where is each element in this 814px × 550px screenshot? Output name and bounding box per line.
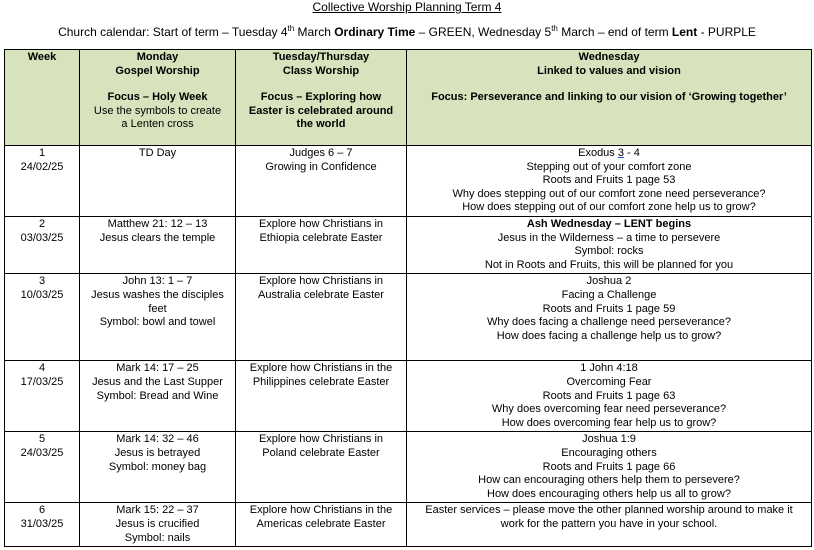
- wednesday-line: Roots and Fruits 1 page 53: [542, 174, 676, 187]
- week-cell: [5, 432, 80, 503]
- monday-cell: [80, 503, 236, 547]
- week-number: 4: [38, 362, 46, 375]
- table-row: [5, 146, 812, 217]
- wednesday-line: Jesus in the Wilderness – a time to persevere: [497, 231, 721, 244]
- wednesday-line: Stepping out of your comfort zone: [526, 160, 692, 173]
- table-row: [5, 361, 812, 432]
- wednesday-line: Why does facing a challenge need perseverance?: [487, 316, 731, 329]
- wednesday-cell: [407, 274, 812, 361]
- monday-line: Mark 14: 17 – 25: [116, 362, 199, 375]
- header-tue-gap: [239, 78, 403, 91]
- monday-line: Mark 14: 32 – 46: [116, 433, 199, 446]
- wednesday-line: Why does stepping out of our comfort zone need perseverance?: [452, 187, 766, 200]
- monday-cell: [80, 146, 236, 217]
- calendar-ordinary-time: Ordinary Time: [334, 25, 416, 39]
- wednesday-line: How does stepping out of our comfort zone help us to grow?: [462, 201, 756, 214]
- week-number: 1: [38, 147, 46, 159]
- header-monday-gap: [83, 78, 232, 91]
- header-monday-sub: Gospel Worship: [115, 64, 200, 77]
- header-wed-focus: Focus: Perseverance and linking to our vision of ‘Growing together’: [431, 91, 787, 104]
- monday-line: John 13: 1 – 7: [122, 275, 193, 288]
- tuesday-cell: [236, 432, 407, 503]
- wednesday-reading: [410, 147, 808, 161]
- wednesday-line: Encouraging others: [561, 446, 657, 459]
- wednesday-line: Overcoming Fear: [566, 375, 652, 388]
- header-wed-sub: Linked to values and vision: [537, 64, 681, 77]
- tuesday-line: Explore how Christians in: [258, 275, 384, 288]
- wednesday-line: How does overcoming fear help us to grow?: [501, 416, 717, 429]
- wednesday-line: Joshua 1:9: [582, 433, 636, 446]
- monday-cell: [80, 216, 236, 273]
- monday-line: TD Day: [138, 147, 177, 159]
- table-row: [5, 503, 812, 547]
- tuesday-line: Explore how Christians in: [258, 433, 384, 446]
- week-date: 10/03/25: [20, 288, 64, 301]
- monday-line: Jesus washes the disciples: [91, 288, 224, 301]
- header-monday-note-2: a Lenten cross: [121, 118, 194, 131]
- table-row: [5, 274, 812, 361]
- calendar-sup-2: th: [551, 24, 558, 33]
- monday-line: Jesus clears the temple: [99, 231, 216, 244]
- wednesday-line: Roots and Fruits 1 page 59: [542, 302, 676, 315]
- calendar-mid-3: March – end of term: [557, 25, 672, 39]
- header-week-label: Week: [27, 51, 57, 63]
- monday-line: Jesus is crucified: [115, 517, 200, 530]
- wednesday-line: work for the pattern you have in your school.: [500, 517, 718, 530]
- week-number: 5: [38, 433, 46, 446]
- wednesday-cell: [407, 216, 812, 273]
- header-monday: [80, 50, 236, 146]
- table-row: [5, 216, 812, 273]
- monday-line: Symbol: Bread and Wine: [96, 389, 219, 402]
- week-date: 31/03/25: [20, 517, 64, 530]
- tuesday-cell: [236, 216, 407, 273]
- tuesday-line: Explore how Christians in the: [249, 362, 393, 375]
- monday-cell: [80, 274, 236, 361]
- wednesday-cell: [407, 146, 812, 217]
- week-cell: [5, 146, 80, 217]
- wednesday-ref-book: Exodus: [578, 147, 618, 159]
- tuesday-line: Australia celebrate Easter: [258, 288, 384, 301]
- tuesday-line: Poland celebrate Easter: [262, 446, 380, 459]
- tuesday-line: Explore how Christians in the: [249, 504, 393, 517]
- calendar-sup-1: th: [287, 24, 295, 33]
- calendar-suffix: - PURPLE: [697, 25, 756, 39]
- calendar-lent: Lent: [671, 25, 698, 39]
- wednesday-line: 1 John 4:18: [580, 362, 638, 375]
- wednesday-line: Roots and Fruits 1 page 66: [542, 460, 676, 473]
- week-date: 24/03/25: [20, 446, 64, 459]
- monday-cell: [80, 361, 236, 432]
- wednesday-line: Not in Roots and Fruits, this will be planned for you: [484, 258, 734, 271]
- monday-line: feet: [148, 302, 167, 315]
- header-monday-title: Monday: [136, 51, 179, 63]
- wednesday-line: How can encouraging others help them to persevere?: [478, 474, 740, 487]
- wednesday-cell: [407, 432, 812, 503]
- header-wednesday: [407, 50, 812, 146]
- wednesday-ref-chapter: 3: [617, 147, 624, 159]
- wednesday-line: Facing a Challenge: [561, 288, 657, 301]
- week-number: 3: [38, 275, 46, 288]
- tuesday-line: Americas celebrate Easter: [256, 517, 386, 530]
- tuesday-line: Ethiopia celebrate Easter: [259, 231, 383, 244]
- week-cell: [5, 274, 80, 361]
- tuesday-cell: [236, 361, 407, 432]
- tuesday-line: Judges 6 – 7: [289, 147, 353, 159]
- wednesday-line: Symbol: rocks: [574, 245, 644, 258]
- tuesday-cell: [236, 146, 407, 217]
- header-monday-note-1: Use the symbols to create: [93, 104, 222, 117]
- monday-line: Mark 15: 22 – 37: [116, 504, 199, 517]
- worship-planning-table: [4, 49, 812, 547]
- calendar-mid-1: March: [294, 25, 335, 39]
- tuesday-line: Philippines celebrate Easter: [252, 375, 390, 388]
- header-tue-sub: Class Worship: [282, 64, 360, 77]
- tuesday-line: Explore how Christians in: [258, 217, 384, 230]
- header-tue-focus-3: the world: [296, 118, 346, 131]
- table-header-row: [5, 50, 812, 146]
- wednesday-line: Why does overcoming fear need perseverance?: [491, 403, 727, 416]
- wednesday-ref-end: - 4: [623, 147, 640, 159]
- wednesday-heading: Ash Wednesday – LENT begins: [526, 217, 692, 230]
- monday-line: Jesus is betrayed: [114, 446, 201, 459]
- wednesday-cell: [407, 361, 812, 432]
- header-tue-focus-2: Easter is celebrated around: [248, 104, 394, 117]
- week-number: 2: [38, 217, 46, 230]
- week-date: 24/02/25: [20, 160, 64, 173]
- monday-line: Symbol: money bag: [108, 460, 207, 473]
- monday-line: Symbol: nails: [124, 531, 191, 544]
- header-tuesday: [236, 50, 407, 146]
- church-calendar-line: [0, 25, 814, 40]
- week-cell: [5, 361, 80, 432]
- wednesday-line: Easter services – please move the other planned worship around to make it: [425, 504, 793, 517]
- tuesday-line: Growing in Confidence: [265, 160, 377, 173]
- week-date: 17/03/25: [20, 375, 64, 388]
- wednesday-cell: [407, 503, 812, 547]
- header-wed-title: Wednesday: [578, 51, 640, 63]
- week-cell: [5, 503, 80, 547]
- wednesday-line: Roots and Fruits 1 page 63: [542, 389, 676, 402]
- tuesday-cell: [236, 274, 407, 361]
- calendar-prefix: Church calendar: Start of term – Tuesday 4: [58, 25, 288, 39]
- monday-line: Symbol: bowl and towel: [99, 316, 216, 329]
- monday-line: Jesus and the Last Supper: [92, 375, 223, 388]
- header-tue-focus-1: Focus – Exploring how: [260, 91, 382, 104]
- header-monday-focus: Focus – Holy Week: [107, 91, 208, 104]
- table-row: [5, 432, 812, 503]
- monday-line: Matthew 21: 12 – 13: [107, 217, 208, 230]
- wednesday-line: Joshua 2: [586, 275, 632, 288]
- header-tue-title: Tuesday/Thursday: [272, 51, 370, 63]
- monday-cell: [80, 432, 236, 503]
- header-week: [5, 50, 80, 146]
- week-date: 03/03/25: [20, 231, 64, 244]
- wednesday-line: How does encouraging others help us all to grow?: [487, 487, 731, 500]
- tuesday-cell: [236, 503, 407, 547]
- week-cell: [5, 216, 80, 273]
- wednesday-line: How does facing a challenge help us to grow?: [496, 329, 722, 342]
- week-number: 6: [38, 504, 46, 517]
- document-title: Collective Worship Planning Term 4: [312, 0, 502, 14]
- header-wed-gap: [410, 78, 808, 91]
- calendar-mid-2: – GREEN, Wednesday 5: [415, 25, 552, 39]
